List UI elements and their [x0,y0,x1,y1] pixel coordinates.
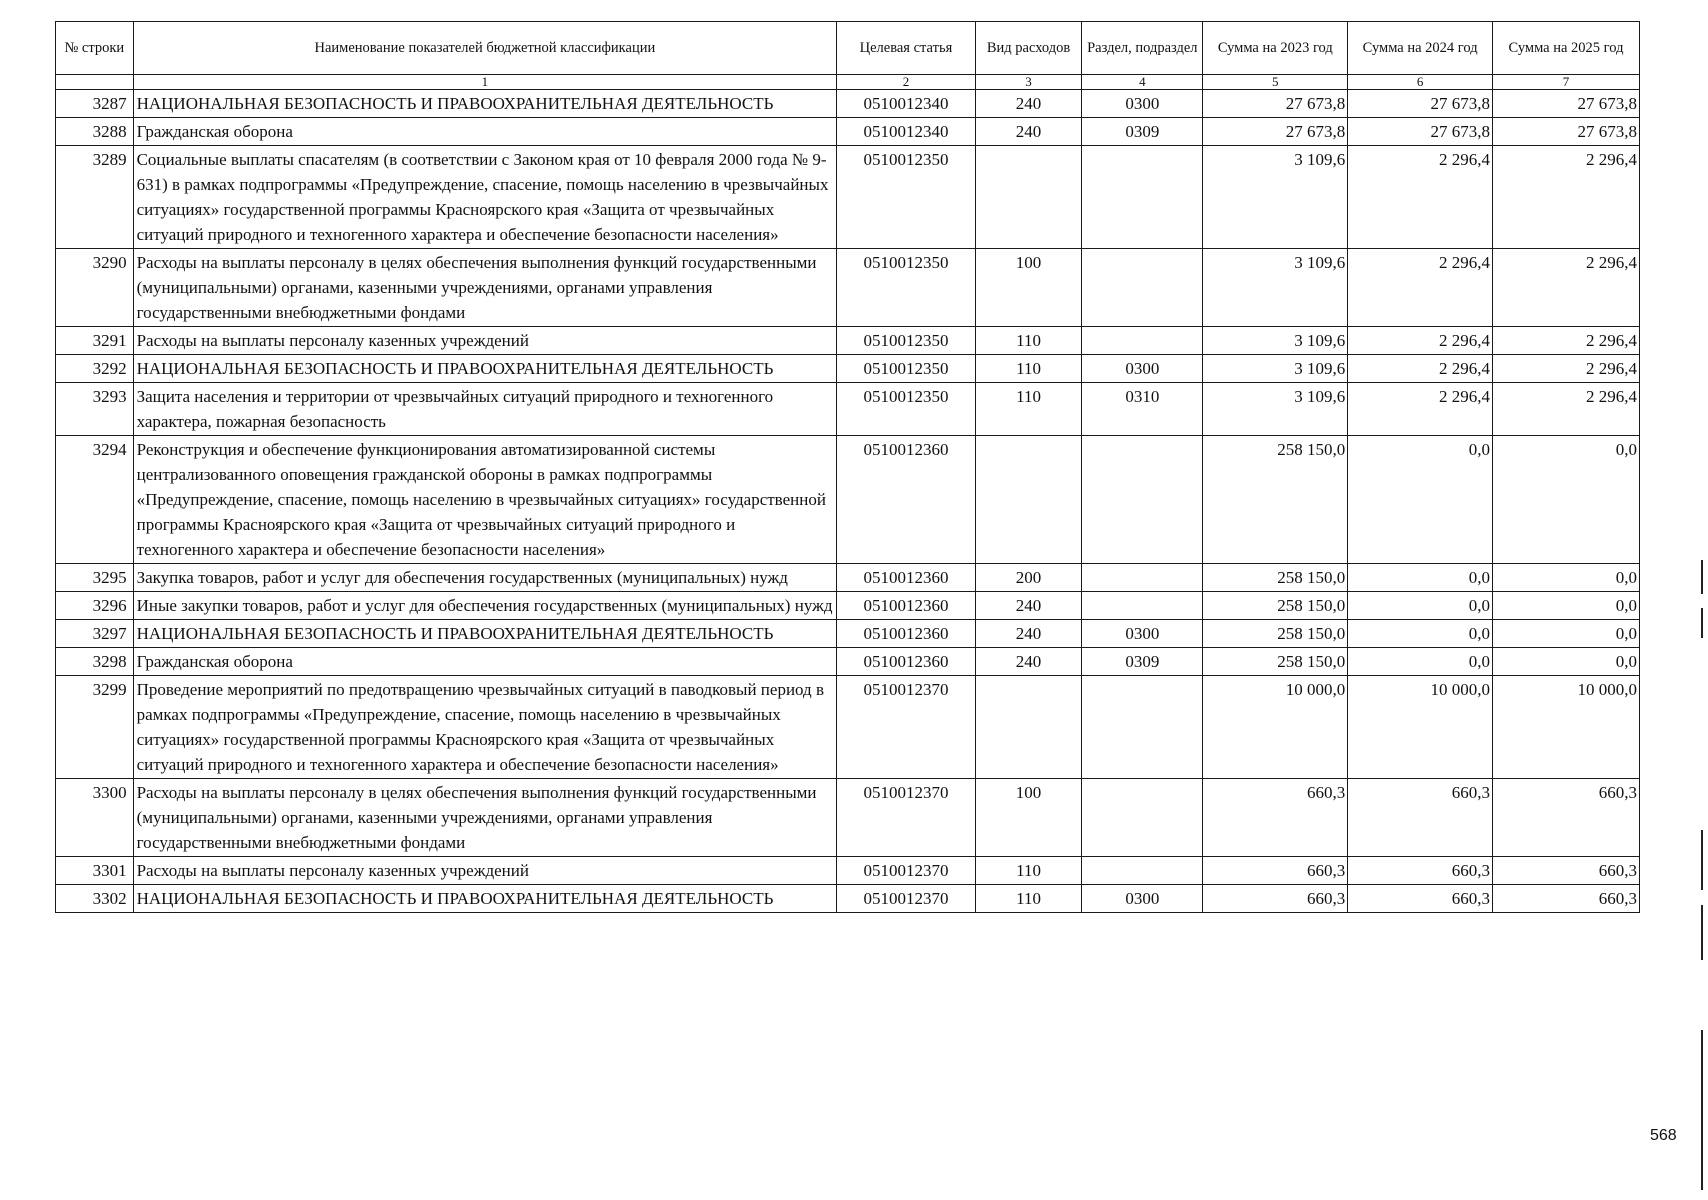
expense-type: 240 [975,620,1082,648]
sum-2024: 2 296,4 [1348,355,1493,383]
section-code: 0310 [1082,383,1203,436]
table-row [56,779,1640,857]
table-row [56,436,1640,564]
expense-type: 100 [975,779,1082,857]
expense-type: 200 [975,564,1082,592]
table-row [56,564,1640,592]
sum-2024: 0,0 [1348,564,1493,592]
expense-type: 240 [975,648,1082,676]
sum-2024: 27 673,8 [1348,90,1493,118]
header-target: Целевая статья [837,22,976,75]
target-article: 0510012350 [837,249,976,327]
target-article: 0510012370 [837,779,976,857]
indicator-name: Иные закупки товаров, работ и услуг для обеспечения государственных (муниципальных) нужд [133,592,837,620]
column-number: 1 [133,75,837,90]
expense-type: 110 [975,383,1082,436]
indicator-name: НАЦИОНАЛЬНАЯ БЕЗОПАСНОСТЬ И ПРАВООХРАНИТЕЛЬНАЯ ДЕЯТЕЛЬНОСТЬ [133,885,837,913]
table-row [56,592,1640,620]
sum-2023: 27 673,8 [1203,90,1348,118]
indicator-name: НАЦИОНАЛЬНАЯ БЕЗОПАСНОСТЬ И ПРАВООХРАНИТЕЛЬНАЯ ДЕЯТЕЛЬНОСТЬ [133,620,837,648]
sum-2025: 27 673,8 [1493,118,1640,146]
target-article: 0510012360 [837,620,976,648]
sum-2023: 258 150,0 [1203,564,1348,592]
row-number: 3293 [56,383,134,436]
section-code: 0300 [1082,355,1203,383]
scan-margin-mark [1701,608,1703,638]
column-number: 4 [1082,75,1203,90]
target-article: 0510012340 [837,118,976,146]
column-number: 3 [975,75,1082,90]
sum-2023: 10 000,0 [1203,676,1348,779]
row-number: 3294 [56,436,134,564]
target-article: 0510012370 [837,885,976,913]
indicator-name: Расходы на выплаты персоналу в целях обеспечения выполнения функций государственными (муниципальными) органами, казенными учреждениями, органами управления государственными внебюджетными фондами [133,249,837,327]
expense-type [975,146,1082,249]
expense-type: 100 [975,249,1082,327]
indicator-name: Социальные выплаты спасателям (в соответствии с Законом края от 10 февраля 2000 года № 9-631) в рамках подпрограммы «Предупреждение, спасение, помощь населению в чрезвычайных ситуациях» государственной программы Красноярского края «Защита от чрезвычайных ситуаций природного и техногенного характера и обеспечение безопасности населения» [133,146,837,249]
sum-2025: 2 296,4 [1493,146,1640,249]
section-code: 0309 [1082,118,1203,146]
sum-2024: 27 673,8 [1348,118,1493,146]
section-code: 0300 [1082,620,1203,648]
indicator-name: Реконструкция и обеспечение функционирования автоматизированной системы централизованного оповещения гражданской обороны в рамках подпрограммы «Предупреждение, спасение, помощь населению в чрезвычайных ситуациях» государственной программы Красноярского края «Защита от чрезвычайных ситуаций природного и техногенного характера и обеспечение безопасности населения» [133,436,837,564]
budget-table [55,21,1640,913]
sum-2025: 0,0 [1493,564,1640,592]
table-row [56,249,1640,327]
table-body [56,90,1640,913]
sum-2025: 0,0 [1493,436,1640,564]
sum-2024: 0,0 [1348,648,1493,676]
expense-type: 240 [975,118,1082,146]
sum-2023: 27 673,8 [1203,118,1348,146]
sum-2025: 0,0 [1493,648,1640,676]
table-row [56,90,1640,118]
sum-2024: 660,3 [1348,779,1493,857]
indicator-name: НАЦИОНАЛЬНАЯ БЕЗОПАСНОСТЬ И ПРАВООХРАНИТЕЛЬНАЯ ДЕЯТЕЛЬНОСТЬ [133,355,837,383]
indicator-name: Гражданская оборона [133,648,837,676]
table-row [56,327,1640,355]
row-number: 3296 [56,592,134,620]
sum-2023: 258 150,0 [1203,648,1348,676]
sum-2025: 2 296,4 [1493,327,1640,355]
sum-2023: 258 150,0 [1203,620,1348,648]
sum-2023: 258 150,0 [1203,436,1348,564]
target-article: 0510012340 [837,90,976,118]
sum-2025: 2 296,4 [1493,355,1640,383]
expense-type: 240 [975,592,1082,620]
section-code [1082,249,1203,327]
sum-2025: 0,0 [1493,592,1640,620]
table-row [56,648,1640,676]
row-number: 3290 [56,249,134,327]
table-row [56,885,1640,913]
sum-2025: 660,3 [1493,857,1640,885]
scan-margin-mark [1701,560,1703,594]
column-number-row [56,75,1640,90]
sum-2024: 0,0 [1348,620,1493,648]
target-article: 0510012370 [837,676,976,779]
indicator-name: Закупка товаров, работ и услуг для обеспечения государственных (муниципальных) нужд [133,564,837,592]
column-number: 6 [1348,75,1493,90]
sum-2024: 10 000,0 [1348,676,1493,779]
sum-2025: 660,3 [1493,885,1640,913]
table-row [56,620,1640,648]
section-code: 0300 [1082,885,1203,913]
column-number: 2 [837,75,976,90]
section-code: 0300 [1082,90,1203,118]
indicator-name: Расходы на выплаты персоналу казенных учреждений [133,327,837,355]
section-code [1082,564,1203,592]
sum-2024: 2 296,4 [1348,146,1493,249]
row-number: 3299 [56,676,134,779]
row-number: 3295 [56,564,134,592]
sum-2025: 0,0 [1493,620,1640,648]
table-row [56,676,1640,779]
scan-margin-mark [1701,905,1703,960]
header-sum-2025: Сумма на 2025 год [1493,22,1640,75]
sum-2023: 3 109,6 [1203,355,1348,383]
indicator-name: Гражданская оборона [133,118,837,146]
target-article: 0510012350 [837,383,976,436]
target-article: 0510012350 [837,355,976,383]
sum-2025: 660,3 [1493,779,1640,857]
indicator-name: Защита населения и территории от чрезвычайных ситуаций природного и техногенного характера, пожарная безопасность [133,383,837,436]
expense-type [975,676,1082,779]
row-number: 3291 [56,327,134,355]
sum-2024: 2 296,4 [1348,383,1493,436]
expense-type: 110 [975,857,1082,885]
table-row [56,355,1640,383]
sum-2025: 10 000,0 [1493,676,1640,779]
expense-type [975,436,1082,564]
scan-margin-mark [1701,1030,1703,1190]
sum-2023: 660,3 [1203,779,1348,857]
section-code [1082,146,1203,249]
header-row [56,22,1640,75]
row-number: 3292 [56,355,134,383]
section-code: 0309 [1082,648,1203,676]
target-article: 0510012360 [837,436,976,564]
row-number: 3289 [56,146,134,249]
page-number: 568 [1650,1127,1677,1144]
sum-2023: 660,3 [1203,885,1348,913]
expense-type: 110 [975,885,1082,913]
section-code [1082,592,1203,620]
table-row [56,118,1640,146]
sum-2023: 660,3 [1203,857,1348,885]
table-row [56,857,1640,885]
sum-2024: 2 296,4 [1348,327,1493,355]
target-article: 0510012360 [837,564,976,592]
row-number: 3298 [56,648,134,676]
expense-type: 110 [975,327,1082,355]
row-number: 3300 [56,779,134,857]
column-number: 5 [1203,75,1348,90]
sum-2025: 27 673,8 [1493,90,1640,118]
sum-2023: 3 109,6 [1203,249,1348,327]
header-name: Наименование показателей бюджетной классификации [133,22,837,75]
table-row [56,383,1640,436]
section-code [1082,779,1203,857]
target-article: 0510012350 [837,146,976,249]
section-code [1082,676,1203,779]
section-code [1082,327,1203,355]
row-number: 3288 [56,118,134,146]
scan-margin-mark [1701,830,1703,890]
sum-2024: 660,3 [1348,885,1493,913]
header-row-no: № строки [56,22,134,75]
sum-2024: 660,3 [1348,857,1493,885]
indicator-name: НАЦИОНАЛЬНАЯ БЕЗОПАСНОСТЬ И ПРАВООХРАНИТЕЛЬНАЯ ДЕЯТЕЛЬНОСТЬ [133,90,837,118]
row-number: 3301 [56,857,134,885]
expense-type: 110 [975,355,1082,383]
row-number: 3287 [56,90,134,118]
column-number [56,75,134,90]
sum-2024: 0,0 [1348,592,1493,620]
target-article: 0510012370 [837,857,976,885]
target-article: 0510012360 [837,648,976,676]
expense-type: 240 [975,90,1082,118]
sum-2024: 0,0 [1348,436,1493,564]
row-number: 3297 [56,620,134,648]
indicator-name: Расходы на выплаты персоналу казенных учреждений [133,857,837,885]
header-sum-2023: Сумма на 2023 год [1203,22,1348,75]
target-article: 0510012360 [837,592,976,620]
section-code [1082,436,1203,564]
sum-2024: 2 296,4 [1348,249,1493,327]
table-row [56,146,1640,249]
column-number: 7 [1493,75,1640,90]
sum-2025: 2 296,4 [1493,383,1640,436]
indicator-name: Расходы на выплаты персоналу в целях обеспечения выполнения функций государственными (муниципальными) органами, казенными учреждениями, органами управления государственными внебюджетными фондами [133,779,837,857]
row-number: 3302 [56,885,134,913]
sum-2023: 3 109,6 [1203,146,1348,249]
section-code [1082,857,1203,885]
sum-2023: 258 150,0 [1203,592,1348,620]
sum-2025: 2 296,4 [1493,249,1640,327]
header-sum-2024: Сумма на 2024 год [1348,22,1493,75]
header-expense-type: Вид расходов [975,22,1082,75]
sum-2023: 3 109,6 [1203,327,1348,355]
sum-2023: 3 109,6 [1203,383,1348,436]
header-section: Раздел, подраздел [1082,22,1203,75]
indicator-name: Проведение мероприятий по предотвращению чрезвычайных ситуаций в паводковый период в рамках подпрограммы «Предупреждение, спасение, помощь населению в чрезвычайных ситуациях» государственной программы Красноярского края «Защита от чрезвычайных ситуаций природного и техногенного характера и обеспечение безопасности населения» [133,676,837,779]
target-article: 0510012350 [837,327,976,355]
